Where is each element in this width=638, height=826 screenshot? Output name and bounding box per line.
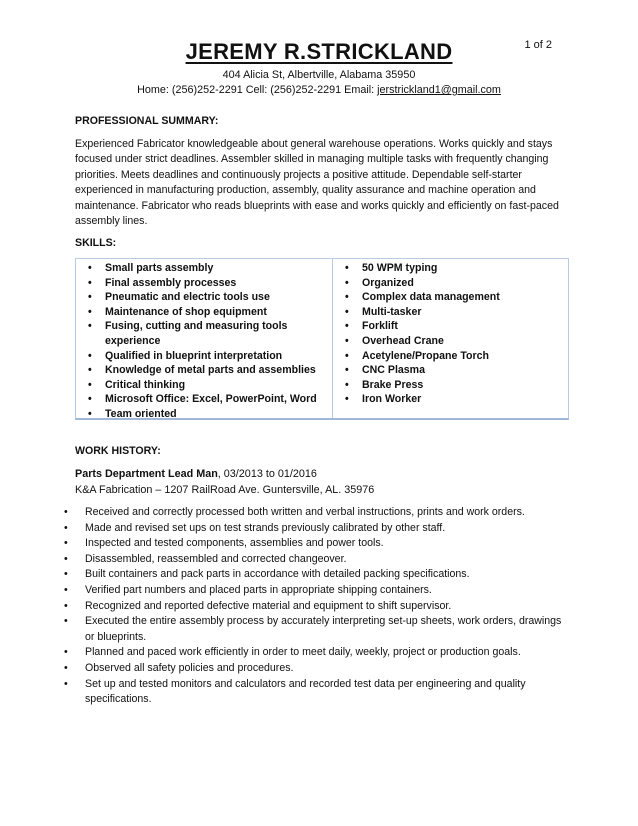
duty-item (62, 567, 567, 583)
skills-column-right (333, 259, 568, 418)
bullet-icon: • (345, 291, 349, 304)
skill-item-text: Organized (362, 276, 414, 289)
bullet-icon: • (345, 276, 349, 289)
job-company: K&A Fabrication – 1207 RailRoad Ave. Guntersville, AL. 35976 (75, 484, 375, 496)
skill-item (333, 305, 568, 320)
skill-item (76, 363, 332, 378)
skill-item (333, 290, 568, 305)
bullet-icon: • (64, 521, 68, 534)
skill-item-text: Small parts assembly (105, 262, 214, 274)
bullet-icon: • (345, 320, 349, 333)
bullet-icon: • (88, 320, 92, 333)
contact-line (0, 83, 638, 98)
bullet-icon: • (64, 583, 68, 596)
skill-item-text: Complex data management (362, 291, 500, 304)
skill-item-text: Fusing, cutting and measuring tools experience (105, 320, 288, 347)
skill-item-text: Team oriented (105, 407, 177, 420)
skill-item (76, 407, 332, 422)
bullet-icon: • (64, 599, 68, 612)
skills-column-left (76, 259, 333, 418)
skill-item (333, 349, 568, 364)
duty-item-text: Set up and tested monitors and calculators and recorded test data per engineering and quality specifications. (85, 677, 526, 706)
skill-item (333, 363, 568, 378)
duty-item-text: Executed the entire assembly process by accurately interpreting set-up sheets, work orders, drawings or blueprints. (85, 615, 562, 643)
duty-item-text: Planned and paced work efficiently in order to meet daily, weekly, project or production goals. (85, 646, 521, 659)
skill-item (76, 392, 332, 407)
contact-phones: Home: (256)252-2291 Cell: (256)252-2291 Email: (137, 84, 378, 96)
duty-item (62, 599, 567, 615)
skill-item-text: Microsoft Office: Excel, PowerPoint, Word (105, 393, 317, 406)
skill-item (333, 378, 568, 393)
skill-item (76, 261, 332, 276)
skills-heading: SKILLS: (75, 237, 117, 249)
skill-item-text: CNC Plasma (362, 364, 425, 377)
bullet-icon: • (88, 305, 92, 318)
duty-item-text: Built containers and pack parts in accordance with detailed packing specifications. (85, 568, 470, 581)
duty-item (62, 583, 567, 599)
bullet-icon: • (88, 276, 92, 289)
bullet-icon: • (64, 552, 68, 565)
job-title-line (75, 467, 317, 482)
skill-item (333, 392, 568, 407)
summary-text: Experienced Fabricator knowledgeable about general warehouse operations. Works quickly and stays focused under strict deadlines. Assembler skilled in managing multiple tasks with frequently changing priorities. Meets deadlines and continuously projects a positive attitude. Dependable self-starter experienced in manufacturing production, assembly, quality assurance and machine operation and maintenance. Fabricator who reads blueprints with ease and works quickly and efficiently on fast-paced assembly lines. (75, 138, 559, 228)
duty-item-text: Disassembled, reassembled and corrected changeover. (85, 552, 347, 565)
job-duties-list (62, 505, 567, 708)
duty-item-text: Verified part numbers and placed parts in appropriate shipping containers. (85, 583, 432, 596)
skill-item-text: Brake Press (362, 378, 424, 391)
bullet-icon: • (88, 407, 92, 420)
bullet-icon: • (64, 615, 68, 628)
bullet-icon: • (345, 378, 349, 391)
skill-item-text: Knowledge of metal parts and assemblies (105, 364, 316, 377)
bullet-icon: • (345, 349, 349, 362)
bullet-icon: • (64, 661, 68, 674)
summary-heading: PROFESSIONAL SUMMARY: (75, 115, 219, 127)
bullet-icon: • (345, 334, 349, 347)
duty-item (62, 677, 567, 708)
skill-item-text: Iron Worker (362, 393, 422, 406)
work-history-heading: WORK HISTORY: (75, 445, 161, 457)
bullet-icon: • (88, 364, 92, 377)
skill-item (76, 349, 332, 364)
duty-item-text: Received and correctly processed both written and verbal instructions, prints and work orders. (85, 506, 525, 518)
bullet-icon: • (345, 364, 349, 377)
skill-item (76, 319, 332, 348)
skills-table (75, 258, 569, 420)
skill-item (333, 334, 568, 349)
duty-item (62, 536, 567, 552)
skill-item-text: Qualified in blueprint interpretation (105, 349, 283, 362)
job-dates: , 03/2013 to 01/2016 (217, 468, 317, 480)
bullet-icon: • (64, 506, 68, 518)
bullet-icon: • (64, 568, 68, 581)
duty-item (62, 661, 567, 677)
duty-item (62, 505, 567, 521)
skill-item-text: Maintenance of shop equipment (105, 305, 267, 318)
skill-item-text: 50 WPM typing (362, 262, 438, 274)
skill-item-text: Critical thinking (105, 378, 186, 391)
bullet-icon: • (345, 393, 349, 406)
skill-item-text: Pneumatic and electric tools use (105, 291, 270, 304)
skill-item (76, 305, 332, 320)
address-line: 404 Alicia St, Albertville, Alabama 35950 (222, 69, 416, 81)
duty-item (62, 521, 567, 537)
skill-item-text: Acetylene/Propane Torch (362, 349, 489, 362)
duty-item-text: Made and revised set ups on test strands previously calibrated by other staff. (85, 521, 446, 534)
skill-item-text: Overhead Crane (362, 334, 444, 347)
duty-item-text: Recognized and reported defective material and equipment to shift supervisor. (85, 599, 452, 612)
skill-item (333, 276, 568, 291)
skill-item (76, 276, 332, 291)
skill-item-text: Forklift (362, 320, 398, 333)
page-indicator: 1 of 2 (524, 39, 552, 51)
skill-item (333, 261, 568, 276)
email-link[interactable]: jerstrickland1@gmail.com (377, 84, 501, 96)
bullet-icon: • (64, 677, 68, 690)
duty-item (62, 614, 567, 645)
duty-item-text: Observed all safety policies and procedures. (85, 661, 294, 674)
bullet-icon: • (88, 393, 92, 406)
bullet-icon: • (64, 537, 68, 550)
candidate-name: JEREMY R.STRICKLAND (185, 39, 453, 64)
bullet-icon: • (88, 262, 92, 274)
bullet-icon: • (64, 646, 68, 659)
bullet-icon: • (88, 291, 92, 304)
duty-item (62, 645, 567, 661)
skill-item-text: Final assembly processes (105, 276, 237, 289)
skill-item-text: Multi-tasker (362, 305, 422, 318)
bullet-icon: • (345, 305, 349, 318)
duty-item (62, 552, 567, 568)
duty-item-text: Inspected and tested components, assemblies and power tools. (85, 537, 384, 550)
bullet-icon: • (88, 349, 92, 362)
bullet-icon: • (88, 378, 92, 391)
skill-item (333, 319, 568, 334)
skill-item (76, 378, 332, 393)
bullet-icon: • (345, 262, 349, 274)
job-title: Parts Department Lead Man (75, 468, 218, 480)
skill-item (76, 290, 332, 305)
